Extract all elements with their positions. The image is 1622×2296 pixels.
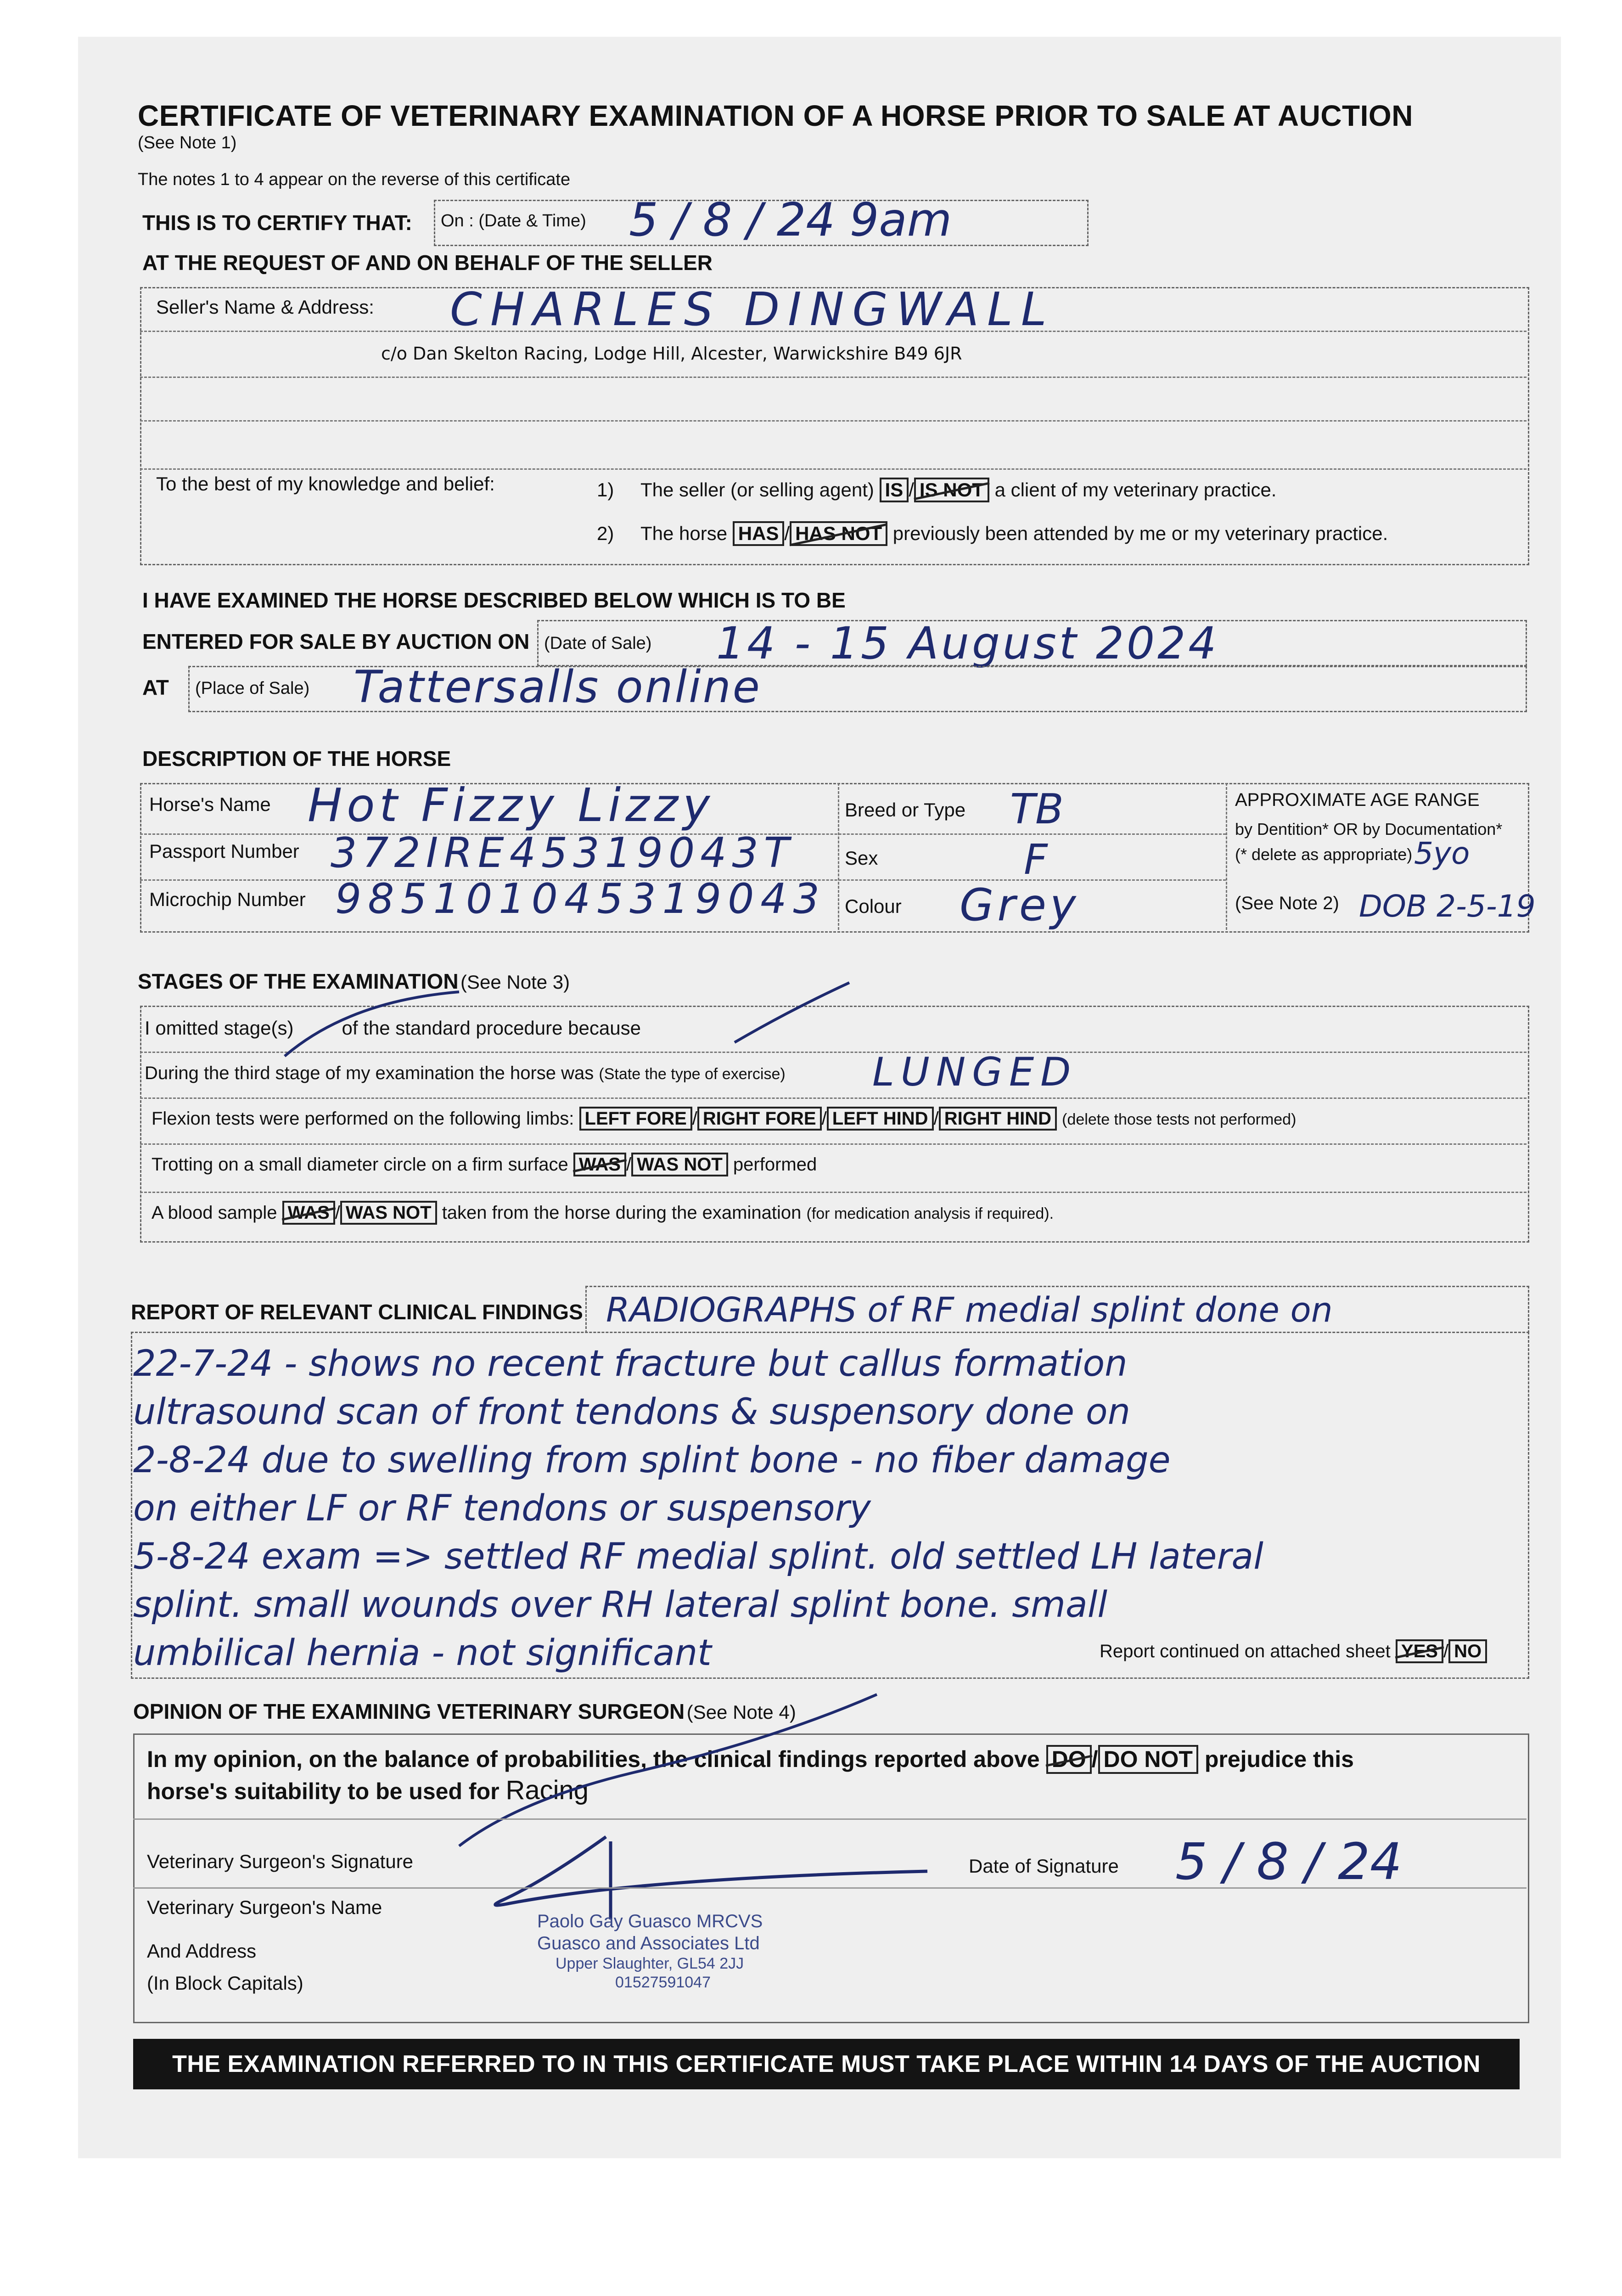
- at-label: AT: [142, 675, 169, 699]
- limb-right-fore[interactable]: RIGHT FORE: [697, 1107, 822, 1131]
- horse-name-value: Hot Fizzy Lizzy: [308, 778, 715, 832]
- omitted-stages-row: I omitted stage(s) of the standard procedure because: [145, 1017, 641, 1039]
- opinion-use-value: Racing: [505, 1775, 589, 1805]
- blood-was-option[interactable]: WAS: [282, 1201, 335, 1225]
- report-line-6: 5-8-24 exam => settled RF medial splint. old settled LH lateral: [133, 1536, 1263, 1577]
- report-line-3: ultrasound scan of front tendons & suspensory done on: [133, 1391, 1131, 1433]
- date-of-sale-value: 14 - 15 August 2024: [716, 618, 1219, 669]
- date-of-sale-label: (Date of Sale): [544, 634, 652, 653]
- breed-value: TB: [1010, 785, 1064, 833]
- colour-value: Grey: [960, 879, 1080, 931]
- trotting-was-not-option[interactable]: WAS NOT: [631, 1153, 728, 1176]
- certify-label: THIS IS TO CERTIFY THAT:: [142, 211, 412, 235]
- age-line-2: by Dentition* OR by Documentation*: [1235, 820, 1503, 838]
- has-not-option[interactable]: HAS NOT: [790, 521, 887, 546]
- blood-row: A blood sample WAS / WAS NOT taken from the horse during the examination (for medication analysis if required).: [152, 1201, 1054, 1225]
- knowledge-item-1: 1) The seller (or selling agent) IS / IS NOT a client of my veterinary practice.: [597, 478, 1276, 502]
- trotting-was-option[interactable]: WAS: [573, 1153, 626, 1176]
- opinion-do-not-option[interactable]: DO NOT: [1098, 1745, 1198, 1774]
- opinion-line-2: horse's suitability to be used for Racing: [147, 1775, 589, 1805]
- sex-label: Sex: [845, 847, 878, 869]
- entered-label: ENTERED FOR SALE BY AUCTION ON: [142, 630, 530, 653]
- report-continued-row: Report continued on attached sheet YES / NO: [1100, 1639, 1487, 1663]
- name-label: Veterinary Surgeon's Name: [147, 1896, 382, 1918]
- report-line-1: RADIOGRAPHS of RF medial splint done on: [606, 1290, 1333, 1330]
- on-date-label: On : (Date & Time): [441, 211, 586, 231]
- seller-label: Seller's Name & Address:: [156, 296, 374, 318]
- seller-name: CHARLES DINGWALL: [450, 282, 1055, 336]
- microchip-label: Microchip Number: [149, 889, 306, 910]
- report-line-5: on either LF or RF tendons or suspensory: [133, 1488, 871, 1529]
- notes-line: The notes 1 to 4 appear on the reverse of this certificate: [138, 170, 571, 189]
- horse-name-label: Horse's Name: [149, 793, 271, 815]
- age-heading: APPROXIMATE AGE RANGE: [1235, 790, 1480, 810]
- seller-address: c/o Dan Skelton Racing, Lodge Hill, Alcester, Warwickshire B49 6JR: [381, 343, 962, 364]
- stages-heading: STAGES OF THE EXAMINATION (See Note 3): [138, 969, 570, 993]
- request-label: AT THE REQUEST OF AND ON BEHALF OF THE SELLER: [142, 251, 713, 275]
- limb-left-hind[interactable]: LEFT HIND: [827, 1107, 934, 1131]
- passport-label: Passport Number: [149, 840, 299, 862]
- report-heading: REPORT OF RELEVANT CLINICAL FINDINGS: [131, 1300, 583, 1324]
- opinion-do-option[interactable]: DO: [1046, 1745, 1092, 1774]
- report-line-2: 22-7-24 - shows no recent fracture but callus formation: [133, 1343, 1128, 1384]
- knowledge-item-2: 2) The horse HAS / HAS NOT previously been attended by me or my veterinary practice.: [597, 521, 1388, 546]
- flexion-row: Flexion tests were performed on the following limbs: LEFT FORE / RIGHT FORE / LEFT HIND / RIGHT HIND (delete those tests not performed): [152, 1107, 1296, 1131]
- block-capitals-label: (In Block Capitals): [147, 1972, 303, 1994]
- opinion-line-1: In my opinion, on the balance of probabilities, the clinical findings reported above DO / DO NOT prejudice this: [147, 1745, 1354, 1774]
- address-label: And Address: [147, 1940, 257, 1962]
- colour-label: Colour: [845, 895, 902, 917]
- limb-left-fore[interactable]: LEFT FORE: [579, 1107, 692, 1131]
- opinion-heading: OPINION OF THE EXAMINING VETERINARY SURGEON (See Note 4): [133, 1699, 796, 1723]
- has-option[interactable]: HAS: [733, 521, 785, 546]
- place-of-sale-value: Tattersalls online: [354, 661, 762, 713]
- date-of-signature-label: Date of Signature: [969, 1855, 1119, 1877]
- limb-right-hind[interactable]: RIGHT HIND: [939, 1107, 1057, 1131]
- blood-was-not-option[interactable]: WAS NOT: [340, 1201, 437, 1225]
- age-note: (See Note 2): [1235, 893, 1339, 913]
- third-stage-value: LUNGED: [872, 1049, 1078, 1095]
- certificate-title: CERTIFICATE OF VETERINARY EXAMINATION OF A HORSE PRIOR TO SALE AT AUCTION: [138, 99, 1413, 132]
- omitted-strike-lines: [275, 974, 872, 1065]
- breed-label: Breed or Type: [845, 799, 966, 821]
- microchip-value: 985101045319043: [335, 875, 826, 923]
- third-stage-row: During the third stage of my examination the horse was (State the type of exercise): [145, 1063, 786, 1083]
- age-line-3: (* delete as appropriate): [1235, 845, 1413, 864]
- vet-stamp: Paolo Gay Guasco MRCVS Guasco and Associates Ltd Upper Slaughter, GL54 2JJ 01527591047: [537, 1911, 763, 1991]
- continued-no-option[interactable]: NO: [1448, 1639, 1487, 1663]
- footer-banner: THE EXAMINATION REFERRED TO IN THIS CERTIFICATE MUST TAKE PLACE WITHIN 14 DAYS OF THE AUCTION: [133, 2039, 1520, 2089]
- continued-yes-option[interactable]: YES: [1396, 1639, 1443, 1663]
- knowledge-label: To the best of my knowledge and belief:: [156, 473, 495, 495]
- signature-label: Veterinary Surgeon's Signature: [147, 1851, 414, 1872]
- is-not-option[interactable]: IS NOT: [914, 478, 989, 502]
- examined-label: I HAVE EXAMINED THE HORSE DESCRIBED BELOW WHICH IS TO BE: [142, 588, 846, 612]
- on-date-value: 5 / 8 / 24 9am: [629, 193, 952, 247]
- report-line-4: 2-8-24 due to swelling from splint bone - no fiber damage: [133, 1440, 1171, 1481]
- description-heading: DESCRIPTION OF THE HORSE: [142, 747, 451, 771]
- age-mark: 5yo: [1414, 836, 1470, 871]
- date-of-signature-value: 5 / 8 / 24: [1175, 1832, 1402, 1891]
- report-line-7: splint. small wounds over RH lateral splint bone. small: [133, 1584, 1108, 1626]
- dob-value: DOB 2-5-19: [1359, 889, 1536, 924]
- place-of-sale-label: (Place of Sale): [195, 679, 310, 698]
- passport-value: 372IRE45319043T: [331, 829, 795, 877]
- see-note-1: (See Note 1): [138, 133, 237, 152]
- is-option[interactable]: IS: [880, 478, 909, 502]
- report-line-8: umbilical hernia - not significant: [133, 1632, 712, 1674]
- sex-value: F: [1024, 836, 1048, 884]
- trotting-row: Trotting on a small diameter circle on a firm surface WAS / WAS NOT performed: [152, 1153, 817, 1176]
